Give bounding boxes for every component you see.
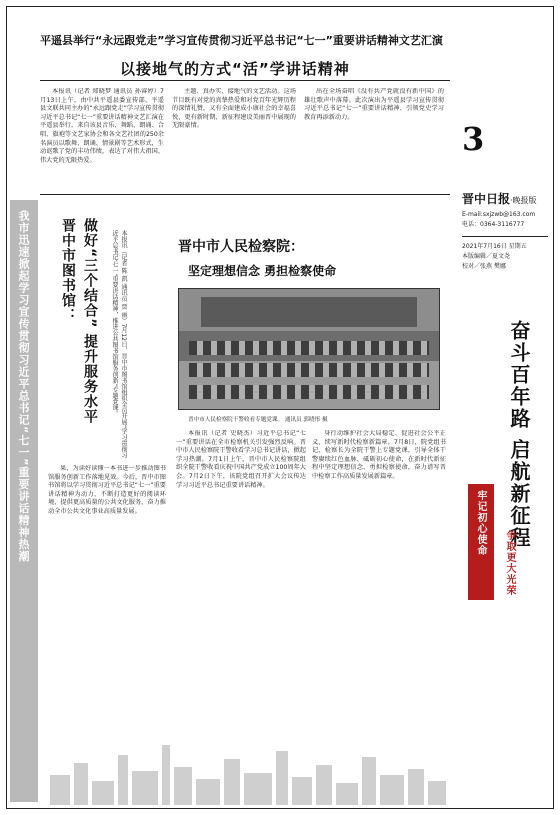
article-column-3-text: 出在全场奋唱《没有共产党就没有新中国》的雄壮歌声中落幕。此次演出为平遥县学习宣传贯彻习近平总书记“七一”重要讲话精神、引领党史学习教育再添新动力。: [304, 88, 444, 121]
article-column-1-text: 本报讯（记者 郑晓梦 通讯员 孙睿婷）7月13日上午，由中共平遥县委宣传部、平遥县文联共同主办的“永远跟党走”学习宣传贯彻习近平总书记“七一”重要讲话精神文艺汇演在平遥县举行。来自该县音乐、舞蹈、朗诵、合唱、旗袍等文艺家协会和各文艺社团的250余名演员以歌舞、朗诵、情景剧等艺术形式，生动讴歌了党的丰功伟绩，表达了对伟大祖国、伟大党的无限热爱。: [40, 88, 164, 164]
logo-edition: ·晚报版: [510, 196, 537, 205]
newspaper-logo: [462, 190, 537, 207]
article-column-3: [304, 88, 444, 188]
side-banner-text: 我市迅速掀起学习宣传贯彻习近平总书记“七一”重要讲话精神热潮: [17, 210, 30, 563]
library-article-byline: 本报讯（记者 陈 凯 通讯员 贾 丽）7月12日，晋中市图书馆组织全员开展“学习贯彻习近平总书记‘七一’重要讲话精神，推进公共图书馆服务创新”专题党课。: [111, 230, 127, 459]
masthead-rule: [462, 236, 548, 237]
photo-audience-row: [189, 341, 429, 355]
library-article-body: [48, 465, 166, 735]
issue-date: [462, 242, 527, 251]
slogan-1: 牢记初心使命: [475, 490, 486, 556]
article-column-2: [172, 88, 296, 188]
procuratorate-column-left: [176, 430, 306, 730]
procuratorate-column-left-text: 本报讯（记者 史晓杰）习近平总书记“七一”重要讲话在全市检察机关引发强烈反响。晋中市人民检察院干警收看学习总书记讲话，掀起学习热潮。7月1日上午，晋中市人民检察院组织全院干警收看庆祝中国共产党成立100周年大会。7月2日下午，该院党组召开扩大会议传达学习习近平总书记重要讲话精神。: [176, 430, 306, 489]
proofreader: 校对／张燕 樊娜: [462, 263, 506, 270]
date-text: 2021年7月16日: [462, 243, 507, 250]
procuratorate-article-title: 晋中市人民检察院：: [178, 239, 304, 255]
photo-caption: 晋中市人民检察院干警收看专题党课。 通讯员 郭晓彤 摄: [188, 417, 328, 423]
photo-audience-row: [189, 363, 429, 377]
headline-main: 平遥县举行“永远跟党走”学习宣传贯彻习近平总书记“七一”重要讲话精神文艺汇演: [40, 34, 443, 47]
article-column-1: [40, 88, 164, 188]
photo-audience-row: [189, 385, 429, 399]
library-article-subtitle: 做好“三个结合” 提升服务水平: [82, 218, 98, 425]
headline-sub: 以接地气的方式“活”学讲话精神: [120, 60, 350, 78]
slogan-2: 争取更大光荣: [504, 530, 515, 596]
logo-text: 晋中日报: [462, 192, 511, 206]
city-skyline-illustration: [40, 735, 450, 805]
procuratorate-article-subtitle: 坚定理想信念 勇担检察使命: [188, 264, 337, 278]
page-number: 3: [462, 120, 485, 158]
meeting-photo: [178, 288, 440, 410]
photo-stage: [201, 297, 417, 327]
library-article-body-text: 果，为读好读懂一本书进一步推动图书馆服务创新工作落地见效。今后，晋中市图书馆将以学习贯彻习近平总书记“七一”重要讲话精神为动力，不断打造更好的阅读环境，提供更高质量的公共文化服务，奋力推动全市公共文化事业高质量发展。: [48, 465, 166, 515]
weekday-text: 星期五: [508, 243, 527, 250]
procuratorate-column-right: [312, 430, 446, 730]
headline-rule: [40, 80, 450, 81]
article-column-2-text: 主题、真办实、接地气的文艺活动。这场节目既有对党的真挚热爱和对党百年光辉历程的深情礼赞，又有全面建成小康社会的幸福喜悦，更有新时期、新征程建设美丽晋中展现的无限豪情。: [172, 88, 296, 130]
procuratorate-column-right-text: 身行动维护社会大局稳定、促进社会公平正义，续写新时代检察新篇章。7月8日，院党组书记、检察长为全院干警上专题党课，引导全体干警赓续红色血脉、砥砺初心使命，在新时代新征程中坚定理想信念、勇担检察使命，奋力谱写晋中检察工作高质量发展新篇章。: [312, 430, 446, 480]
editor: 本版编辑／夏文尧: [462, 253, 511, 260]
section-rule: [40, 194, 450, 195]
right-vertical-title: 奋斗百年路 启航新征程: [507, 320, 531, 549]
library-article-title: 晋中市图书馆：: [60, 218, 76, 323]
phone: 电话：0364-3116777: [462, 221, 525, 228]
email: E-mail:sxjzwb@163.com: [462, 211, 536, 218]
